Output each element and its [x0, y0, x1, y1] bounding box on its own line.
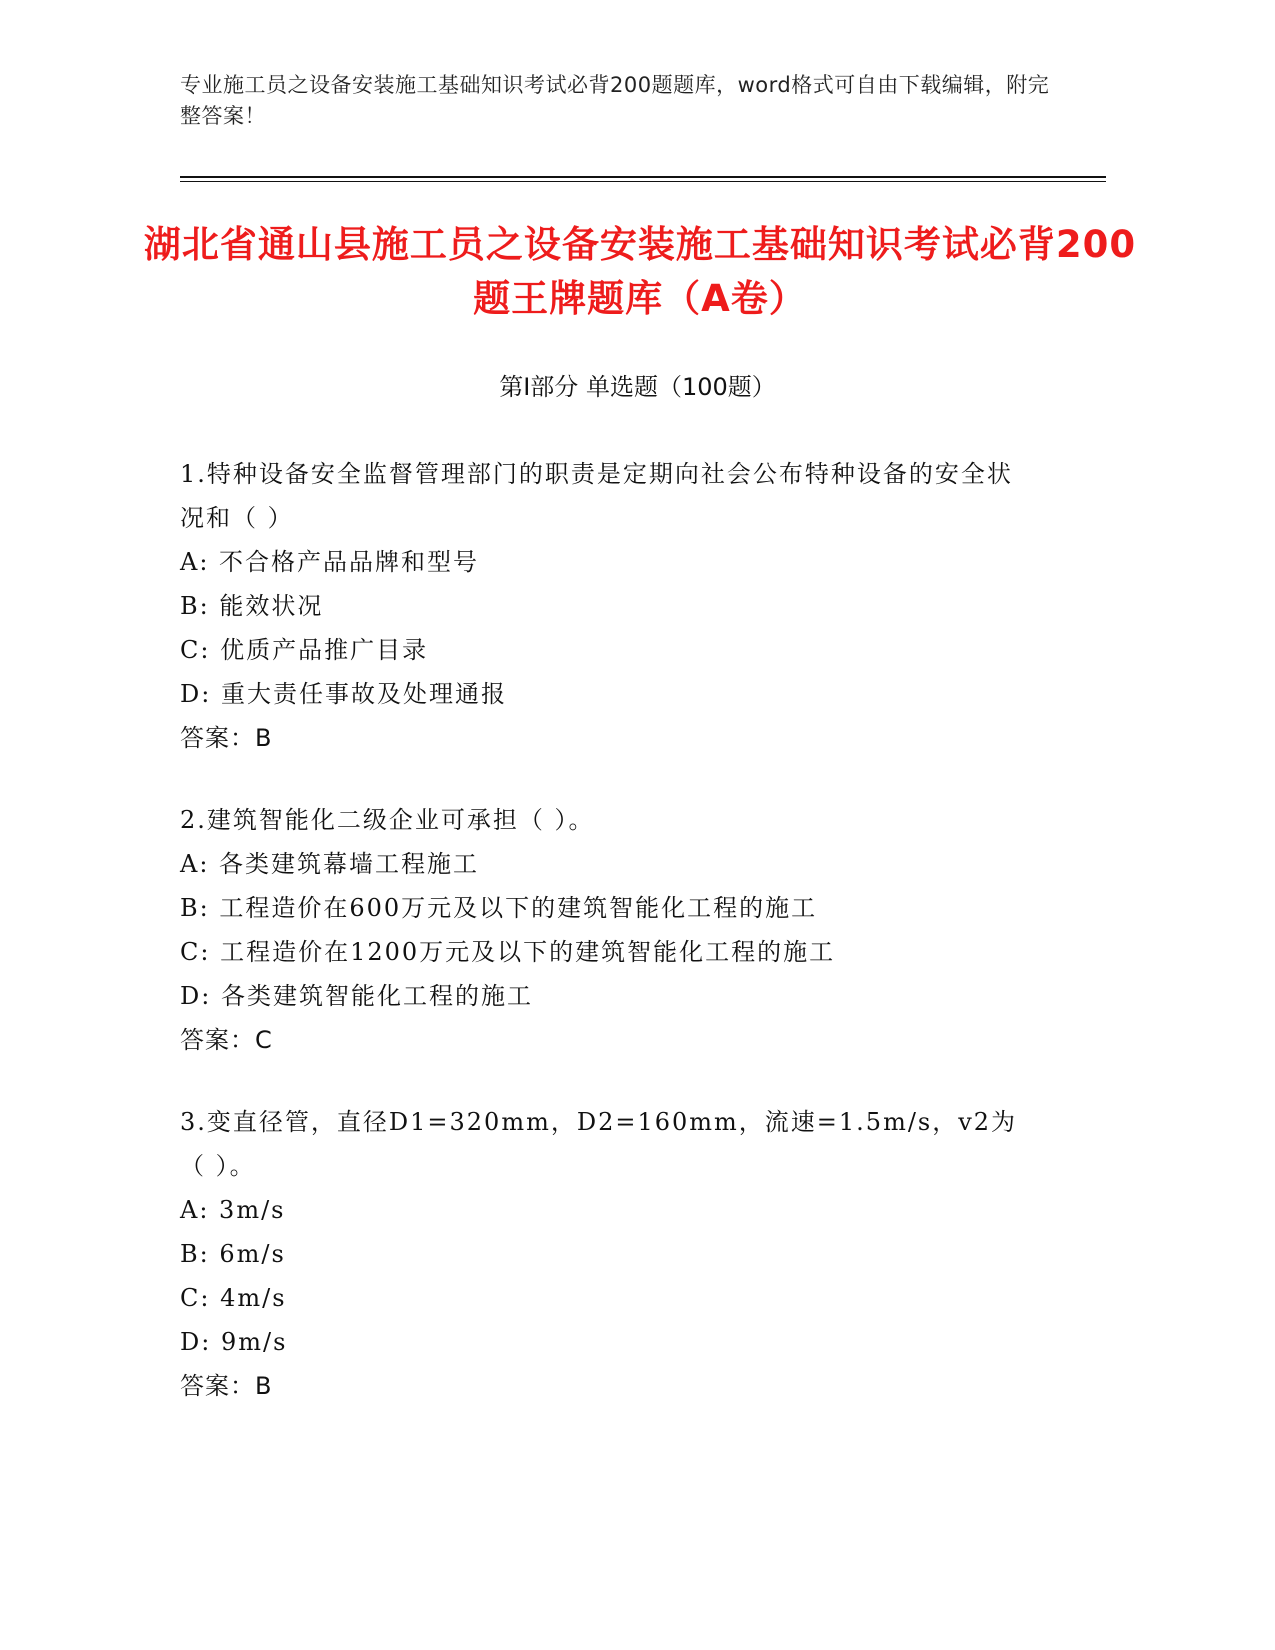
header-divider-thin — [180, 181, 1106, 182]
answer: 答案：B — [180, 1372, 273, 1400]
option-d: D: 各类建筑智能化工程的施工 — [180, 982, 533, 1010]
option-c: C: 优质产品推广目录 — [180, 636, 429, 664]
question-list — [180, 452, 1080, 1446]
answer: 答案：B — [180, 724, 273, 752]
question-3 — [180, 1100, 1080, 1408]
question-1 — [180, 452, 1080, 760]
question-stem: 3.变直径管，直径D1=320mm，D2=160mm，流速=1.5m/s，v2为（ ）。 — [180, 1108, 1018, 1180]
option-d: D: 9m/s — [180, 1328, 288, 1356]
section-heading: 第Ⅰ部分 单选题（100题） — [499, 373, 776, 401]
option-b: B: 6m/s — [180, 1240, 286, 1268]
option-a: A: 3m/s — [180, 1196, 286, 1224]
document-title: 湖北省通山县施工员之设备安装施工基础知识考试必背200题王牌题库（A卷） — [143, 223, 1137, 320]
question-stem: 1.特种设备安全监督管理部门的职责是定期向社会公布特种设备的安全状况和（ ） — [180, 460, 1013, 532]
option-c: C: 工程造价在1200万元及以下的建筑智能化工程的施工 — [180, 938, 836, 966]
answer: 答案：C — [180, 1026, 273, 1054]
question-2 — [180, 798, 1080, 1062]
option-d: D: 重大责任事故及处理通报 — [180, 680, 507, 708]
option-a: A: 各类建筑幕墙工程施工 — [180, 850, 480, 878]
question-stem: 2.建筑智能化二级企业可承担（ ）。 — [180, 806, 595, 834]
header-note: 专业施工员之设备安装施工基础知识考试必背200题题库，word格式可自由下载编辑，附完整答案！ — [180, 73, 1050, 128]
option-a: A: 不合格产品品牌和型号 — [180, 548, 480, 576]
option-b: B: 工程造价在600万元及以下的建筑智能化工程的施工 — [180, 894, 818, 922]
option-c: C: 4m/s — [180, 1284, 287, 1312]
option-b: B: 能效状况 — [180, 592, 324, 620]
header-divider-thick — [180, 176, 1106, 178]
